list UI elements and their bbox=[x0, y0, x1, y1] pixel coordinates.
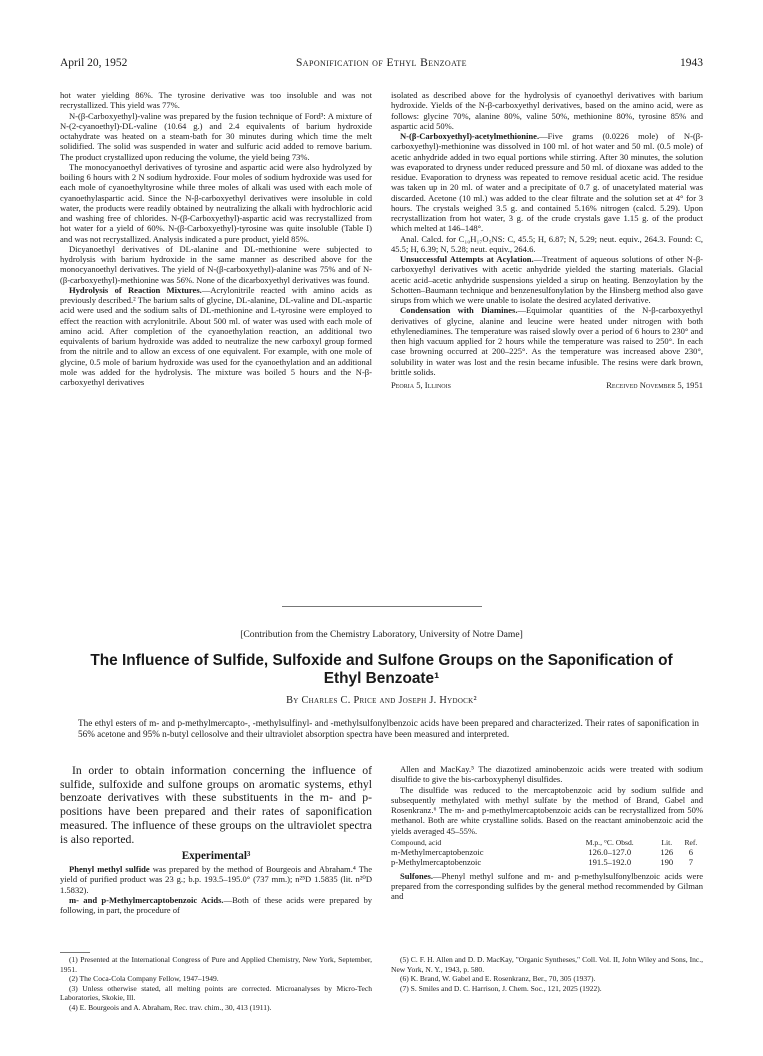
paragraph: Sulfones.—Phenyl methyl sulfone and m- and p-methylsulfonylbenzoic acids were prepared from the corresponding sulfides by the general method recommended by Gilman and bbox=[391, 870, 703, 902]
introduction: In order to obtain information concerning the influence of sulfide, sulfoxide and sulfone groups on aromatic systems, ethyl benzoate derivatives with these substituents in the m- and p-positions have been prepared and their rates of saponification measured. The influence of these groups on the ultraviolet spectra is also reported. bbox=[60, 764, 372, 846]
table-cell: 126 bbox=[660, 846, 674, 857]
left-column-top bbox=[60, 90, 372, 387]
article-title: The Influence of Sulfide, Sulfoxide and Sulfone Groups on the Saponification of Ethyl Benzoate¹ bbox=[90, 652, 673, 687]
table-header: Compound, acid bbox=[391, 837, 442, 847]
authors: By Charles C. Price and Joseph J. Hydock² bbox=[286, 695, 477, 706]
received-date: Received November 5, 1951 bbox=[606, 380, 703, 390]
table-header: M.p., °C. Obsd. bbox=[585, 837, 634, 847]
issue-date: April 20, 1952 bbox=[60, 57, 128, 69]
table-row bbox=[391, 847, 703, 858]
footnote: (2) The Coca-Cola Company Fellow, 1947–1949. bbox=[69, 974, 219, 984]
abstract: The ethyl esters of m- and p-methylmercapto-, -methylsulfinyl- and -methylsulfonylbenzoic acids have been prepared and characterized. Their rates of saponification in 56% acetone and 95% n-butyl cellosolve and their ultraviolet absorption spectra have been measured and interpreted. bbox=[78, 718, 699, 739]
table-header: Ref. bbox=[684, 837, 698, 847]
paragraph: The disulfide was reduced to the mercaptobenzoic acid by sodium sulfide and subsequently methylated with methyl sulfate by the method of Brand, Gabel and Rosenkranz.⁶ The m- and p-methylmercaptobenzoic acids can be recrystallized from 50% methanol. Both are white crystalline solids. Based on the reactant aminobenzoic acid the yields averaged 45–55%. bbox=[391, 784, 703, 836]
right-column-bottom bbox=[391, 764, 703, 902]
paragraph: Condensation with Diamines.—Equimolar quantities of the N-β-carboxyethyl derivatives of glycine, alanine and leucine were heated under nitrogen with both ethylenediamines. The temperature was raised slowly over a period of 6 hours to 230° and then high vacuum applied for 2 hours while the temperature was raised to 250°. In each case browning occurred at 200–225°. As the temperature was increased above 230°, solubility in water was lost and the resin became infusible. The resins were dark brown, brittle solids. bbox=[391, 305, 704, 377]
paragraph: N-(β-Carboxyethyl)-acetylmethionine.—Five grams (0.0226 mole) of N-(β-carboxyethyl)-methionine was dissolved in 100 ml. of hot water and 50 ml. (0.5 mole) of acetic anhydride added in two equal portions while stirring. After 30 minutes, the solution was evaporated to dryness under reduced pressure and 50 ml. of dioxane was added to the residue. Evaporation to dryness was repeated to remove residual acetic acid. The residue was taken up in 20 ml. of water and a precipitate of 0.7 g. of unacetylated material was discarded. Acetone (10 ml.) was added to the clear filtrate and the solution set at 4° for 3 hours. The crystals weighed 3.5 g. and contained 5.16% nitrogen (calcd. 5.29). Upon recrystallization from hot water, 3 g. of the crude crystals gave 1.15 g. of the product which melted at 146–148°. bbox=[391, 131, 703, 234]
paragraph: N-(β-Carboxyethyl)-valine was prepared by the fusion technique of Ford³: A mixture of N-(2-cyanoethyl)-DL-valine (10.64 g.) and 2.4 equivalents of barium hydroxide octahydrate was heated on a steam-bath for 30 minutes during which time the melt solidified. The solid was suspended in water and sulfuric acid added to remove barium. The product crystallized upon reducing the volume, the yield being 73%. bbox=[60, 110, 372, 162]
paragraph: Allen and MacKay.⁵ The diazotized aminobenzoic acids were treated with sodium disulfide to give the bis-carboxyphenyl disulfides. bbox=[391, 764, 703, 785]
table-cell: m-Methylmercaptobenzoic bbox=[391, 846, 484, 857]
location-received-line bbox=[391, 380, 703, 393]
footnote: (3) Unless otherwise stated, all melting points are corrected. Microanalyses by Micro-Tech Laboratories, Skokie, Ill. bbox=[60, 983, 372, 1003]
run-in-heading: N-(β-Carboxyethyl)-acetylmethionine. bbox=[400, 131, 540, 141]
run-in-heading: Condensation with Diamines. bbox=[400, 305, 518, 316]
paragraph: m- and p-Methylmercaptobenzoic Acids.—Both of these acids were prepared by following, in part, the procedure of bbox=[60, 894, 372, 916]
table-cell: 6 bbox=[688, 846, 694, 857]
table-cell: p-Methylmercaptobenzoic bbox=[391, 857, 482, 868]
journal-page bbox=[60, 0, 703, 1056]
paragraph: Phenyl methyl sulfide was prepared by the method of Bourgeois and Abraham.⁴ The yield of purified product was 23 g.; b.p. 193.5–195.0° (737 mm.); n²⁵D 1.5835 (lit. n²⁰D 1.5832). bbox=[60, 864, 372, 895]
paragraph: Dicyanoethyl derivatives of DL-alanine and DL-methionine were subjected to hydrolysis with barium hydroxide in the same manner as described above for the monocyanoethyl derivatives. The yield of N-(β-carboxyethyl)-alanine was 75% and of N-(β-carboxyethyl)-methionine was 56%. None of the dicarboxyethyl derivatives was found. bbox=[60, 243, 372, 285]
experimental-heading: Experimental³ bbox=[181, 850, 251, 863]
table-header: Lit. bbox=[661, 837, 673, 847]
right-column-top bbox=[391, 90, 703, 393]
footnotes-right bbox=[391, 955, 703, 993]
melting-point-table bbox=[391, 838, 703, 868]
footnote: (6) K. Brand, W. Gabel and E. Rosenkranz, Ber., 70, 305 (1937). bbox=[400, 974, 596, 984]
table-cell: 190 bbox=[660, 857, 674, 868]
paragraph: isolated as described above for the hydrolysis of cyanoethyl derivatives with barium hydroxide. Yields of the N-β-carboxyethyl derivatives, based on the amino acid, were as follows: glycine 70%, alanine 80%, valine 50%, methionine 80%, tyrosine 85% and aspartic acid 50%. bbox=[391, 90, 703, 131]
paragraph: The monocyanoethyl derivatives of tyrosine and aspartic acid were also hydrolyzed by boiling 6 hours with 2 N sodium hydroxide. Four moles of sodium hydroxide was used for each mole of cyanoethyltyrosine while three moles of alkali was used with each mole of cyanoethylaspartic acid. Since the N-β-carboxyethyl derivatives were insoluble in cold water, the products were readily obtained by neutralizing the alkali with hydrochloric acid and washing free of chlorides. N-(β-Carboxyethyl)-aspartic acid was recrystallized from hot water for a yield of 60%. N-(β-Carboxyethyl)-tyrosine was quite insoluble (Table I) and was not recrystallized. Analysis indicated a pure product, yield 85%. bbox=[60, 161, 372, 244]
footnote: (5) C. F. H. Allen and D. D. MacKay, "Organic Syntheses," Coll. Vol. II, John Wiley and Sons, Inc., New York, N. Y., 1943, p. 580. bbox=[391, 955, 703, 974]
article-divider bbox=[282, 606, 482, 607]
left-column-bottom bbox=[60, 764, 372, 915]
table-row bbox=[391, 857, 703, 868]
run-in-heading: Unsuccessful Attempts at Acylation. bbox=[400, 254, 534, 264]
table-cell: 191.5–192.0 bbox=[588, 857, 632, 868]
location: Peoria 5, Illinois bbox=[391, 380, 451, 390]
paragraph: Anal. Calcd. for C₁₀H₁₇O₅NS: C, 45.5; H, 6.87; N, 5.29; neut. equiv., 264.3. Found: C, 45.5; H, 6.39; N, 5.28; neut. equiv., 264.6. bbox=[391, 233, 703, 254]
footnote: (1) Presented at the International Congress of Pure and Applied Chemistry, New York, September, 1951. bbox=[60, 955, 372, 974]
page-number: 1943 bbox=[680, 57, 703, 69]
paragraph: hot water yielding 86%. The tyrosine derivative was too insoluble and was not recrystallized. This yield was 77%. bbox=[60, 90, 372, 111]
table-cell: 7 bbox=[688, 857, 694, 868]
paragraph: Unsuccessful Attempts at Acylation.—Treatment of aqueous solutions of other N-β-carboxyethyl derivatives with acetic anhydride yielded the starting materials. Glacial acetic acid–acetic anhydride suspensions yielded a sirup on heating. Benzoylation by the Schotten–Baumann technique and benzenesulfonylation by the Hinsberg method also gave sirups from which we were unable to isolate the desired acylated derivative. bbox=[391, 254, 704, 305]
run-in-heading: Sulfones. bbox=[400, 870, 434, 881]
footnote: (4) E. Bourgeois and A. Abraham, Rec. trav. chim., 30, 413 (1911). bbox=[69, 1002, 272, 1012]
page-header bbox=[60, 57, 703, 71]
table-cell: 126.0–127.0 bbox=[588, 846, 632, 857]
paragraph: Hydrolysis of Reaction Mixtures.—Acrylonitrile reacted with amino acids as previously described.² The barium salts of glycine, DL-alanine, DL-valine and DL-aspartic acid were used and the sodium salts of DL-methionine and L-tyrosine were employed to effect the reaction with acrylonitrile. About 500 ml. of water was used with each mole of amino acid. After completion of the cyanoethylation reaction, an additional two equivalents of barium hydroxide was added to neutralize the new carboxyl group formed from the nitrile and to allow an excess of one equivalent. For example, with one mole of glycine, 0.5 mole of barium hydroxide was used for the cyanoethylation and an additional mole was added for the hydrolysis. The mixture was boiled 5 hours and the N-β-carboxyethyl derivatives bbox=[60, 284, 372, 387]
running-title: Saponification of Ethyl Benzoate bbox=[296, 57, 467, 69]
footnote-separator bbox=[60, 952, 90, 953]
footnote: (7) S. Smiles and D. C. Harrison, J. Chem. Soc., 121, 2025 (1922). bbox=[400, 983, 602, 993]
run-in-heading: m- and p-Methylmercaptobenzoic Acids. bbox=[69, 894, 224, 905]
footnotes-left bbox=[60, 955, 372, 1013]
contribution-line: [Contribution from the Chemistry Laboratory, University of Notre Dame] bbox=[240, 629, 523, 640]
run-in-heading: Hydrolysis of Reaction Mixtures. bbox=[69, 284, 202, 295]
run-in-heading: Phenyl methyl sulfide bbox=[69, 864, 150, 875]
